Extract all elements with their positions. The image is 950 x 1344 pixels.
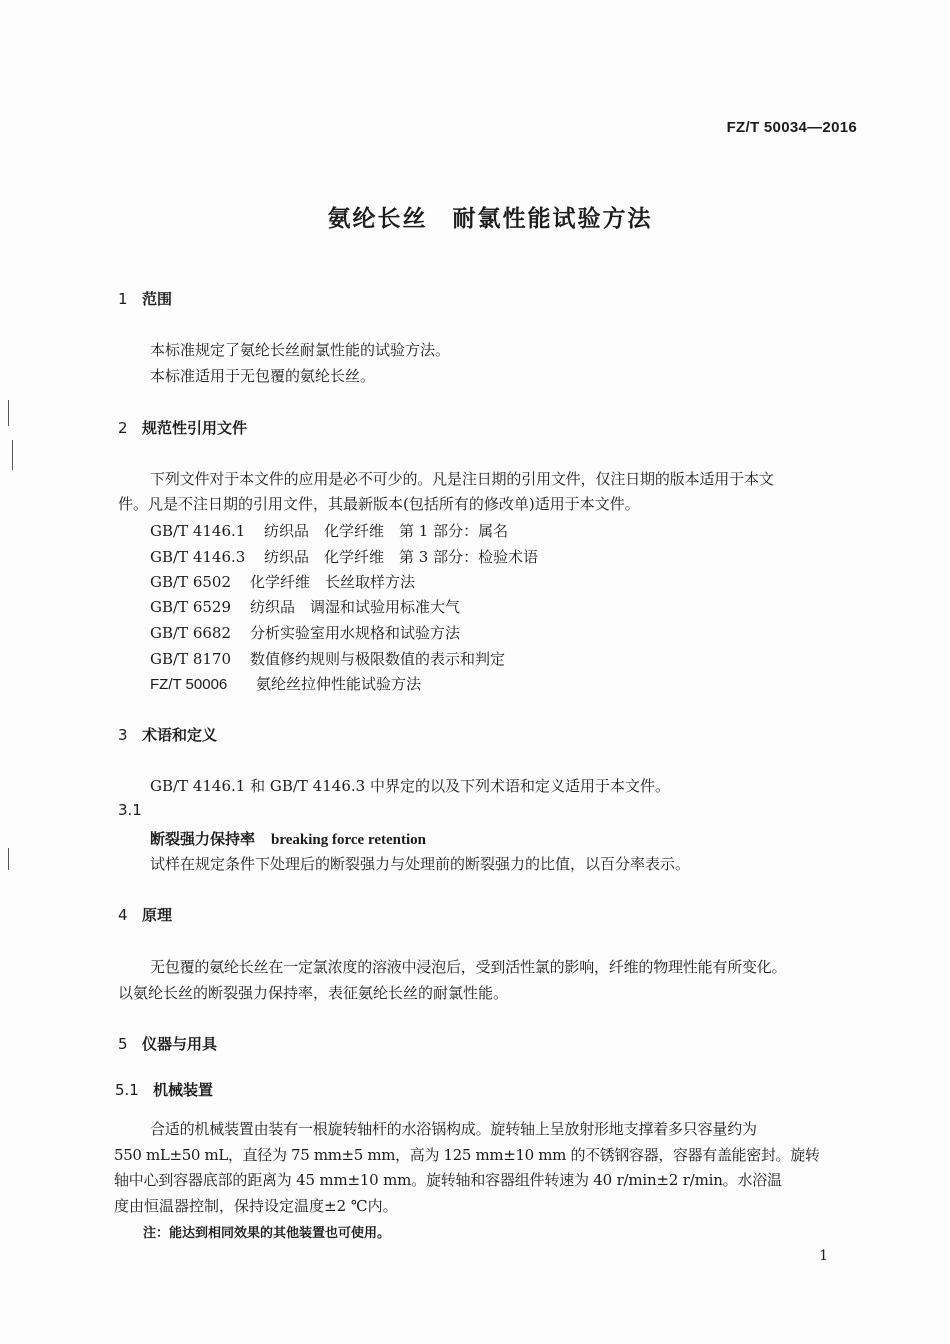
section-3-heading xyxy=(118,724,217,745)
section-title: 仪器与用具 xyxy=(142,1035,218,1053)
reference-code: GB/T 6682 xyxy=(150,624,232,642)
reference-title: 纺织品 调湿和试验用标准大气 xyxy=(250,598,461,616)
section-number: 2 xyxy=(118,419,128,437)
scan-artifact xyxy=(8,848,9,870)
section-title: 原理 xyxy=(142,906,173,924)
section-title: 规范性引用文件 xyxy=(142,419,248,437)
reference-title: 数值修约规则与极限数值的表示和判定 xyxy=(250,650,506,668)
note: 注：能达到相同效果的其他装置也可使用。 xyxy=(143,1226,391,1241)
section-number: 5 xyxy=(118,1035,128,1053)
section-title: 范围 xyxy=(142,290,173,308)
document-title: 氨纶长丝 耐氯性能试验方法 xyxy=(327,206,653,232)
reference-item xyxy=(150,596,460,617)
reference-title: 纺织品 化学纤维 第 3 部分：检验术语 xyxy=(264,548,539,566)
subsection-5-1-heading xyxy=(115,1079,213,1100)
subsection-5-1-line: 合适的机械装置由装有一根旋转轴杆的水浴锅构成。旋转轴上呈放射形地支撑着多只容量约为 xyxy=(150,1120,757,1138)
subsection-5-1-line: 轴中心到容器底部的距离为 45 mm±10 mm。旋转轴和容器组件转速为 40 r/min±2 r/min。水浴温 xyxy=(114,1171,782,1189)
section-1-paragraph: 本标准适用于无包覆的氨纶长丝。 xyxy=(150,367,376,385)
reference-code: GB/T 6529 xyxy=(150,598,232,616)
subsection-5-1-line: 度由恒温器控制，保持设定温度±2 ℃内。 xyxy=(114,1197,398,1215)
section-1-paragraph: 本标准规定了氨纶长丝耐氯性能的试验方法。 xyxy=(150,341,451,359)
scan-artifact xyxy=(8,400,9,426)
term xyxy=(150,828,426,849)
reference-code: GB/T 4146.3 xyxy=(150,548,246,566)
section-4-line: 以氨纶长丝的断裂强力保持率，表征氨纶长丝的耐氯性能。 xyxy=(118,984,509,1002)
reference-item xyxy=(150,571,415,592)
reference-code: GB/T 6502 xyxy=(150,573,232,591)
reference-item xyxy=(150,673,421,694)
section-number: 3 xyxy=(118,726,128,744)
page-number: 1 xyxy=(819,1248,828,1264)
reference-title: 分析实验室用水规格和试验方法 xyxy=(250,624,461,642)
subsection-title: 机械装置 xyxy=(153,1081,214,1099)
section-2-intro-line: 件。凡是不注日期的引用文件，其最新版本(包括所有的修改单)适用于本文件。 xyxy=(118,495,640,513)
subsection-number: 3.1 xyxy=(118,801,142,819)
reference-code: GB/T 8170 xyxy=(150,650,232,668)
term-english: breaking force retention xyxy=(271,832,426,848)
subsection-5-1-line: 550 mL±50 mL，直径为 75 mm±5 mm，高为 125 mm±10 mm 的不锈钢容器，容器有盖能密封。旋转 xyxy=(114,1146,820,1164)
reference-title: 纺织品 化学纤维 第 1 部分：属名 xyxy=(264,522,509,540)
reference-item xyxy=(150,648,505,669)
section-3-intro: GB/T 4146.1 和 GB/T 4146.3 中界定的以及下列术语和定义适用于本文件。 xyxy=(150,777,670,795)
reference-item xyxy=(150,520,508,541)
reference-code: FZ/T 50006 xyxy=(150,676,228,693)
section-1-heading xyxy=(118,288,172,309)
standard-code: FZ/T 50034—2016 xyxy=(726,119,857,136)
term-definition: 试样在规定条件下处理后的断裂强力与处理前的断裂强力的比值，以百分率表示。 xyxy=(150,855,691,873)
reference-title: 氨纶丝拉伸性能试验方法 xyxy=(256,675,422,693)
section-4-heading xyxy=(118,904,172,925)
term-chinese: 断裂强力保持率 xyxy=(150,830,256,848)
section-title: 术语和定义 xyxy=(142,726,218,744)
reference-item xyxy=(150,546,538,567)
subsection-number: 5.1 xyxy=(115,1081,139,1099)
reference-item xyxy=(150,622,460,643)
reference-title: 化学纤维 长丝取样方法 xyxy=(250,573,416,591)
section-5-heading xyxy=(118,1033,217,1054)
section-4-line: 无包覆的氨纶长丝在一定氯浓度的溶液中浸泡后，受到活性氯的影响，纤维的物理性能有所变化。 xyxy=(150,958,787,976)
section-2-heading xyxy=(118,417,247,438)
section-2-intro-line: 下列文件对于本文件的应用是必不可少的。凡是注日期的引用文件，仅注日期的版本适用于本文 xyxy=(150,470,774,488)
reference-code: GB/T 4146.1 xyxy=(150,522,246,540)
section-number: 4 xyxy=(118,906,128,924)
section-number: 1 xyxy=(118,290,128,308)
scan-artifact xyxy=(12,440,13,470)
